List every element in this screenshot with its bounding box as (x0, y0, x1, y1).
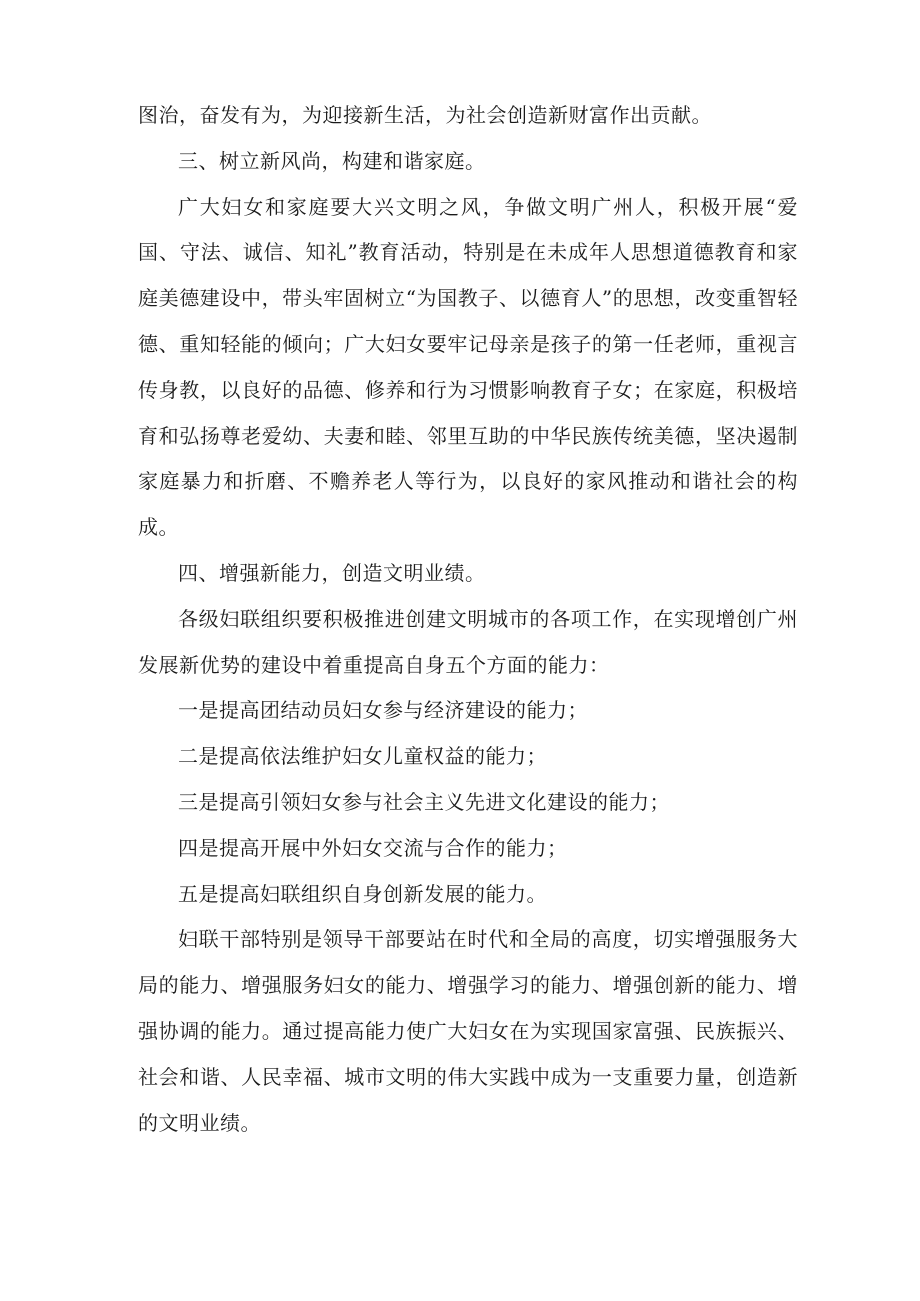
list-item-ability-1: 一是提高团结动员妇女参与经济建设的能力； (178, 698, 588, 723)
list-item-ability-3: 三是提高引领妇女参与社会主义先进文化建设的能力； (178, 789, 670, 814)
section-heading-3: 三、树立新风尚，构建和谐家庭。 (178, 148, 486, 173)
paragraph-family-civility: 广大妇女和家庭要大兴文明之风，争做文明广州人，积极开展“爱国、守法、诚信、知礼”教育活动，特别是在未成年人思想道德教育和家庭美德建设中，带头牢固树立“为国教子、以德育人”的思想，改变重智轻德、重知轻能的倾向；广大妇女要牢记母亲是孩子的第一任老师，重视言传身教，以良好的品德、修养和行为习惯影响教育子女；在家庭，积极培育和弘扬尊老爱幼、夫妻和睦、邻里互助的中华民族传统美德，坚决遏制家庭暴力和折磨、不赡养老人等行为，以良好的家风推动和谐社会的构成。 (138, 194, 798, 540)
section-heading-4: 四、增强新能力，创造文明业绩。 (178, 560, 486, 585)
list-item-ability-5: 五是提高妇联组织自身创新发展的能力。 (178, 881, 547, 906)
list-item-ability-4: 四是提高开展中外妇女交流与合作的能力； (178, 835, 568, 860)
paragraph-five-abilities-intro: 各级妇联组织要积极推进创建文明城市的各项工作，在实现增创广州发展新优势的建设中着重提高自身五个方面的能力： (138, 606, 798, 677)
paragraph-cadre-abilities: 妇联干部特别是领导干部要站在时代和全局的高度，切实增强服务大局的能力、增强服务妇女的能力、增强学习的能力、增强创新的能力、增强协调的能力。通过提高能力使广大妇女在为实现国家富强、民族振兴、社会和谐、人民幸福、城市文明的伟大实践中成为一支重要力量，创造新的文明业绩。 (138, 927, 798, 1135)
paragraph-continuation: 图治，奋发有为，为迎接新生活，为社会创造新财富作出贡献。 (138, 103, 712, 127)
list-item-ability-2: 二是提高依法维护妇女儿童权益的能力； (178, 744, 547, 769)
document-body (138, 93, 798, 1146)
